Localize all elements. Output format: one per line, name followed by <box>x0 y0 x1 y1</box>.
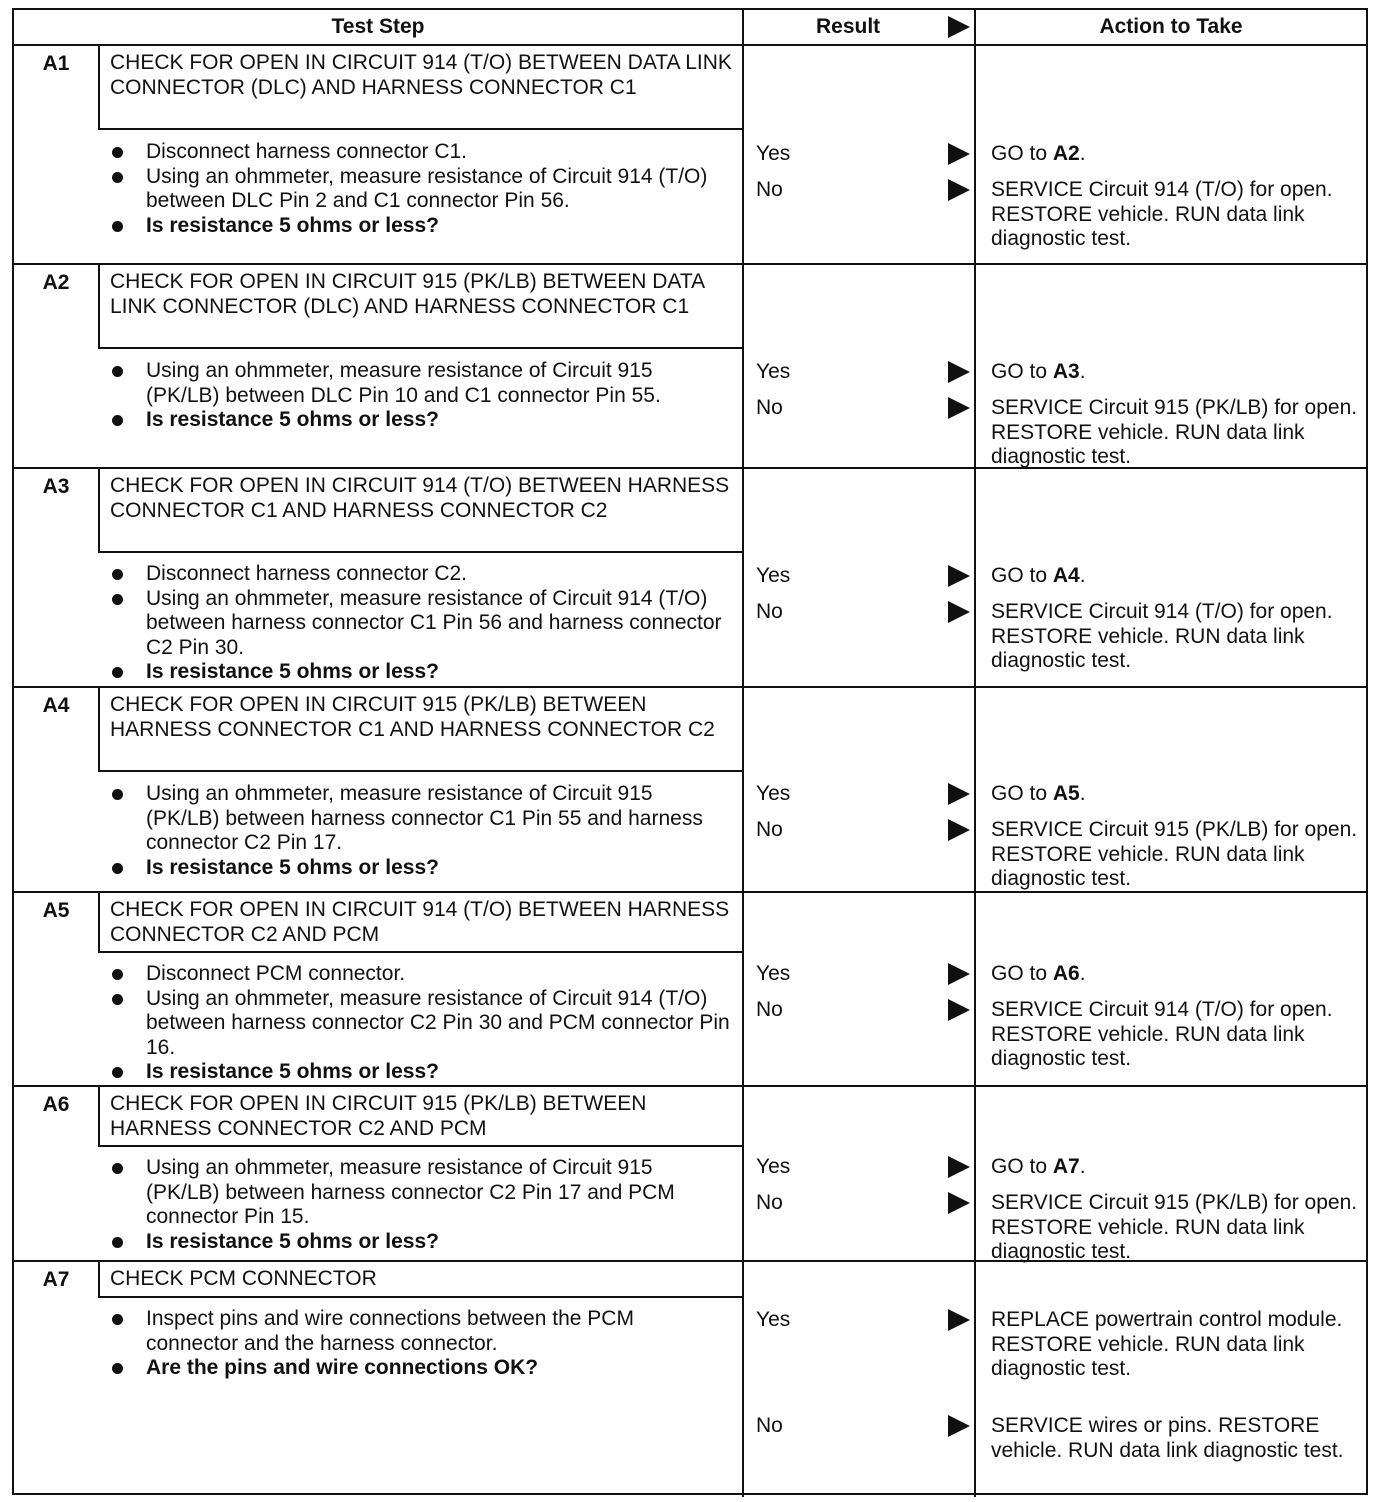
goto-step-link[interactable]: A5 <box>1052 782 1080 805</box>
no-action: SERVICE Circuit 915 (PK/LB) for open. RESTORE vehicle. RUN data link diagnostic test. <box>991 818 1358 890</box>
bullet-icon <box>112 1067 123 1078</box>
goto-step-link[interactable]: A2 <box>1052 142 1080 165</box>
test-step-row <box>14 1087 1366 1262</box>
goto-step-link[interactable]: A6 <box>1052 962 1080 985</box>
bullet-text: Is resistance 5 ohms or less? <box>146 1229 439 1253</box>
no-action: SERVICE Circuit 914 (T/O) for open. RESTORE vehicle. RUN data link diagnostic test. <box>991 600 1333 672</box>
arrow-right-icon <box>948 1415 970 1437</box>
instruction-bullet <box>98 1307 730 1356</box>
header-result-label: Result <box>816 15 881 38</box>
table-header <box>14 10 1366 46</box>
result-cell <box>744 1087 976 1260</box>
result-cell <box>744 1262 976 1497</box>
arrow-right-icon <box>948 1192 970 1214</box>
test-step-row <box>14 265 1366 469</box>
no-action: SERVICE Circuit 914 (T/O) for open. RESTORE vehicle. RUN data link diagnostic test. <box>991 998 1333 1070</box>
step-id: A6 <box>42 1093 70 1116</box>
bullet-text: Disconnect PCM connector. <box>146 962 406 985</box>
test-step-cell <box>14 469 744 686</box>
arrow-right-icon <box>948 999 970 1021</box>
yes-action-text: GO to <box>991 360 1048 383</box>
action-cell <box>976 893 1366 1085</box>
result-no: No <box>756 998 783 1021</box>
bullet-text: Disconnect harness connector C1. <box>146 140 467 163</box>
bullet-icon <box>112 1163 123 1174</box>
bullet-text: Using an ohmmeter, measure resistance of Circuit 914 (T/O) between harness connector C1 Pin 56 and harness connector C2 Pin 30. <box>146 586 722 659</box>
question-bullet <box>98 1356 730 1381</box>
step-id: A1 <box>42 52 70 75</box>
arrow-right-icon <box>948 397 970 419</box>
step-bullets <box>98 1307 730 1381</box>
bullet-icon <box>112 969 123 980</box>
instruction-bullet <box>98 987 730 1061</box>
instruction-bullet <box>98 1156 730 1230</box>
goto-step-link[interactable]: A3 <box>1052 360 1080 383</box>
arrow-right-icon <box>948 601 970 623</box>
action-cell <box>976 688 1366 891</box>
bullet-icon <box>112 221 123 232</box>
header-test-step: Test Step <box>14 10 744 44</box>
result-yes: Yes <box>756 1308 791 1331</box>
arrow-right-icon <box>948 143 970 165</box>
action-cell <box>976 46 1366 263</box>
header-result <box>744 10 976 44</box>
yes-action-suffix: . <box>1079 1155 1086 1178</box>
bullet-text: Is resistance 5 ohms or less? <box>146 1060 439 1083</box>
result-cell <box>744 688 976 891</box>
step-bullets <box>98 962 730 1085</box>
yes-action <box>991 962 1358 987</box>
bullet-icon <box>112 569 123 580</box>
instruction-bullet <box>98 587 730 661</box>
result-no: No <box>756 1414 783 1437</box>
step-bullets <box>98 359 730 433</box>
yes-action-text: GO to <box>991 564 1048 587</box>
bullet-text: Is resistance 5 ohms or less? <box>146 408 439 431</box>
question-bullet <box>98 214 730 239</box>
test-step-row <box>14 893 1366 1087</box>
result-no: No <box>756 178 783 201</box>
test-step-row <box>14 1262 1366 1497</box>
test-step-row <box>14 469 1366 688</box>
bullet-text: Using an ohmmeter, measure resistance of Circuit 915 (PK/LB) between harness connector C1 Pin 55 and harness connector C2 Pin 17. <box>146 782 703 854</box>
result-yes: Yes <box>756 564 791 587</box>
action-cell <box>976 469 1366 686</box>
yes-action-text: GO to <box>991 782 1048 805</box>
bullet-text: Inspect pins and wire connections between the PCM connector and the harness connector. <box>146 1307 634 1355</box>
test-step-cell <box>14 1262 744 1497</box>
question-bullet <box>98 1060 730 1085</box>
test-step-cell <box>14 1087 744 1260</box>
arrow-right-icon <box>948 1156 970 1178</box>
bullet-icon <box>112 1363 123 1374</box>
arrow-right-icon <box>948 1309 970 1331</box>
instruction-bullet <box>98 140 730 165</box>
bullet-text: Disconnect harness connector C2. <box>146 562 467 585</box>
instruction-bullet <box>98 165 730 214</box>
bullet-text: Using an ohmmeter, measure resistance of Circuit 915 (PK/LB) between harness connector C2 Pin 17 and PCM connector Pin 15. <box>146 1156 675 1228</box>
yes-action: REPLACE powertrain control module. RESTORE vehicle. RUN data link diagnostic test. <box>991 1308 1343 1380</box>
step-bullets <box>98 782 730 880</box>
result-yes: Yes <box>756 782 791 805</box>
instruction-bullet <box>98 562 730 587</box>
bullet-icon <box>112 594 123 605</box>
yes-action <box>991 360 1358 385</box>
action-cell <box>976 1262 1366 1497</box>
bullet-icon <box>112 172 123 183</box>
arrow-right-icon <box>948 565 970 587</box>
yes-action-suffix: . <box>1079 360 1086 383</box>
yes-action-suffix: . <box>1079 564 1086 587</box>
test-step-row <box>14 46 1366 265</box>
result-cell <box>744 469 976 686</box>
test-step-row <box>14 688 1366 893</box>
step-id: A5 <box>42 899 70 922</box>
bullet-text: Using an ohmmeter, measure resistance of Circuit 914 (T/O) between DLC Pin 2 and C1 connector Pin 56. <box>146 164 708 212</box>
bullet-text: Is resistance 5 ohms or less? <box>146 660 439 683</box>
instruction-bullet <box>98 359 730 408</box>
result-cell <box>744 46 976 263</box>
question-bullet <box>98 408 730 433</box>
yes-action-suffix: . <box>1079 142 1086 165</box>
bullet-icon <box>112 415 123 426</box>
goto-step-link[interactable]: A7 <box>1052 1155 1080 1178</box>
test-step-cell <box>14 265 744 467</box>
bullet-icon <box>112 994 123 1005</box>
test-step-cell <box>14 688 744 891</box>
step-title: CHECK FOR OPEN IN CIRCUIT 914 (T/O) BETWEEN HARNESS CONNECTOR C1 AND HARNESS CONNECTOR C2 <box>98 469 742 553</box>
goto-step-link[interactable]: A4 <box>1052 564 1080 587</box>
step-bullets <box>98 140 730 238</box>
arrow-right-icon <box>948 783 970 805</box>
result-no: No <box>756 1191 783 1214</box>
arrow-right-icon <box>948 819 970 841</box>
diagnostic-table <box>12 8 1368 1495</box>
result-yes: Yes <box>756 360 791 383</box>
bullet-icon <box>112 1314 123 1325</box>
step-title: CHECK FOR OPEN IN CIRCUIT 915 (PK/LB) BETWEEN HARNESS CONNECTOR C2 AND PCM <box>98 1087 742 1147</box>
result-yes: Yes <box>756 1155 791 1178</box>
result-yes: Yes <box>756 962 791 985</box>
step-bullets <box>98 562 730 685</box>
step-title: CHECK FOR OPEN IN CIRCUIT 914 (T/O) BETWEEN HARNESS CONNECTOR C2 AND PCM <box>98 893 742 953</box>
arrow-right-icon <box>948 179 970 201</box>
yes-action <box>991 142 1358 167</box>
bullet-text: Is resistance 5 ohms or less? <box>146 213 439 237</box>
step-id: A4 <box>42 694 70 717</box>
bullet-icon <box>112 863 123 874</box>
step-id: A2 <box>42 271 70 294</box>
yes-action-suffix: . <box>1079 962 1086 985</box>
bullet-icon <box>112 366 123 377</box>
no-action: SERVICE Circuit 915 (PK/LB) for open. RESTORE vehicle. RUN data link diagnostic test. <box>991 1191 1358 1263</box>
bullet-icon <box>112 667 123 678</box>
bullet-text: Are the pins and wire connections OK? <box>146 1356 539 1379</box>
question-bullet <box>98 1230 730 1255</box>
bullet-text: Is resistance 5 ohms or less? <box>146 855 439 879</box>
header-action: Action to Take <box>1099 15 1243 38</box>
action-cell <box>976 1087 1366 1263</box>
step-bullets <box>98 1156 730 1254</box>
bullet-icon <box>112 1237 123 1248</box>
result-no: No <box>756 818 783 841</box>
arrow-right-icon <box>948 963 970 985</box>
result-yes: Yes <box>756 142 791 165</box>
no-action: SERVICE wires or pins. RESTORE vehicle. RUN data link diagnostic test. <box>991 1414 1344 1462</box>
bullet-icon <box>112 789 123 800</box>
test-step-cell <box>14 46 744 263</box>
bullet-text: Using an ohmmeter, measure resistance of Circuit 914 (T/O) between harness connector C2 Pin 30 and PCM connector Pin 16. <box>146 986 730 1059</box>
step-title: CHECK FOR OPEN IN CIRCUIT 915 (PK/LB) BETWEEN HARNESS CONNECTOR C1 AND HARNESS CONNECTOR C2 <box>98 688 742 772</box>
yes-action <box>991 782 1358 807</box>
arrow-right-icon <box>948 361 970 383</box>
step-title: CHECK FOR OPEN IN CIRCUIT 914 (T/O) BETWEEN DATA LINK CONNECTOR (DLC) AND HARNESS CONNECTOR C1 <box>98 46 742 130</box>
question-bullet <box>98 660 730 685</box>
result-no: No <box>756 396 783 419</box>
bullet-icon <box>112 147 123 158</box>
bullet-text: Using an ohmmeter, measure resistance of Circuit 915 (PK/LB) between DLC Pin 10 and C1 connector Pin 55. <box>146 359 661 407</box>
yes-action-text: GO to <box>991 142 1048 165</box>
test-step-cell <box>14 893 744 1085</box>
result-cell <box>744 893 976 1085</box>
yes-action-text: GO to <box>991 1155 1048 1178</box>
instruction-bullet <box>98 782 730 856</box>
yes-action <box>991 564 1358 589</box>
yes-action <box>991 1155 1358 1180</box>
result-no: No <box>756 600 783 623</box>
result-cell <box>744 265 976 467</box>
step-id: A7 <box>42 1268 70 1291</box>
step-title: CHECK FOR OPEN IN CIRCUIT 915 (PK/LB) BETWEEN DATA LINK CONNECTOR (DLC) AND HARNESS CONNECTOR C1 <box>98 265 742 349</box>
step-id: A3 <box>42 475 70 498</box>
action-cell <box>976 265 1366 467</box>
question-bullet <box>98 856 730 881</box>
instruction-bullet <box>98 962 730 987</box>
yes-action-suffix: . <box>1079 782 1086 805</box>
arrow-right-icon <box>948 16 970 38</box>
no-action: SERVICE Circuit 914 (T/O) for open. RESTORE vehicle. RUN data link diagnostic test. <box>991 178 1333 250</box>
no-action: SERVICE Circuit 915 (PK/LB) for open. RESTORE vehicle. RUN data link diagnostic test. <box>991 396 1358 468</box>
yes-action-text: GO to <box>991 962 1048 985</box>
step-title: CHECK PCM CONNECTOR <box>98 1262 742 1298</box>
